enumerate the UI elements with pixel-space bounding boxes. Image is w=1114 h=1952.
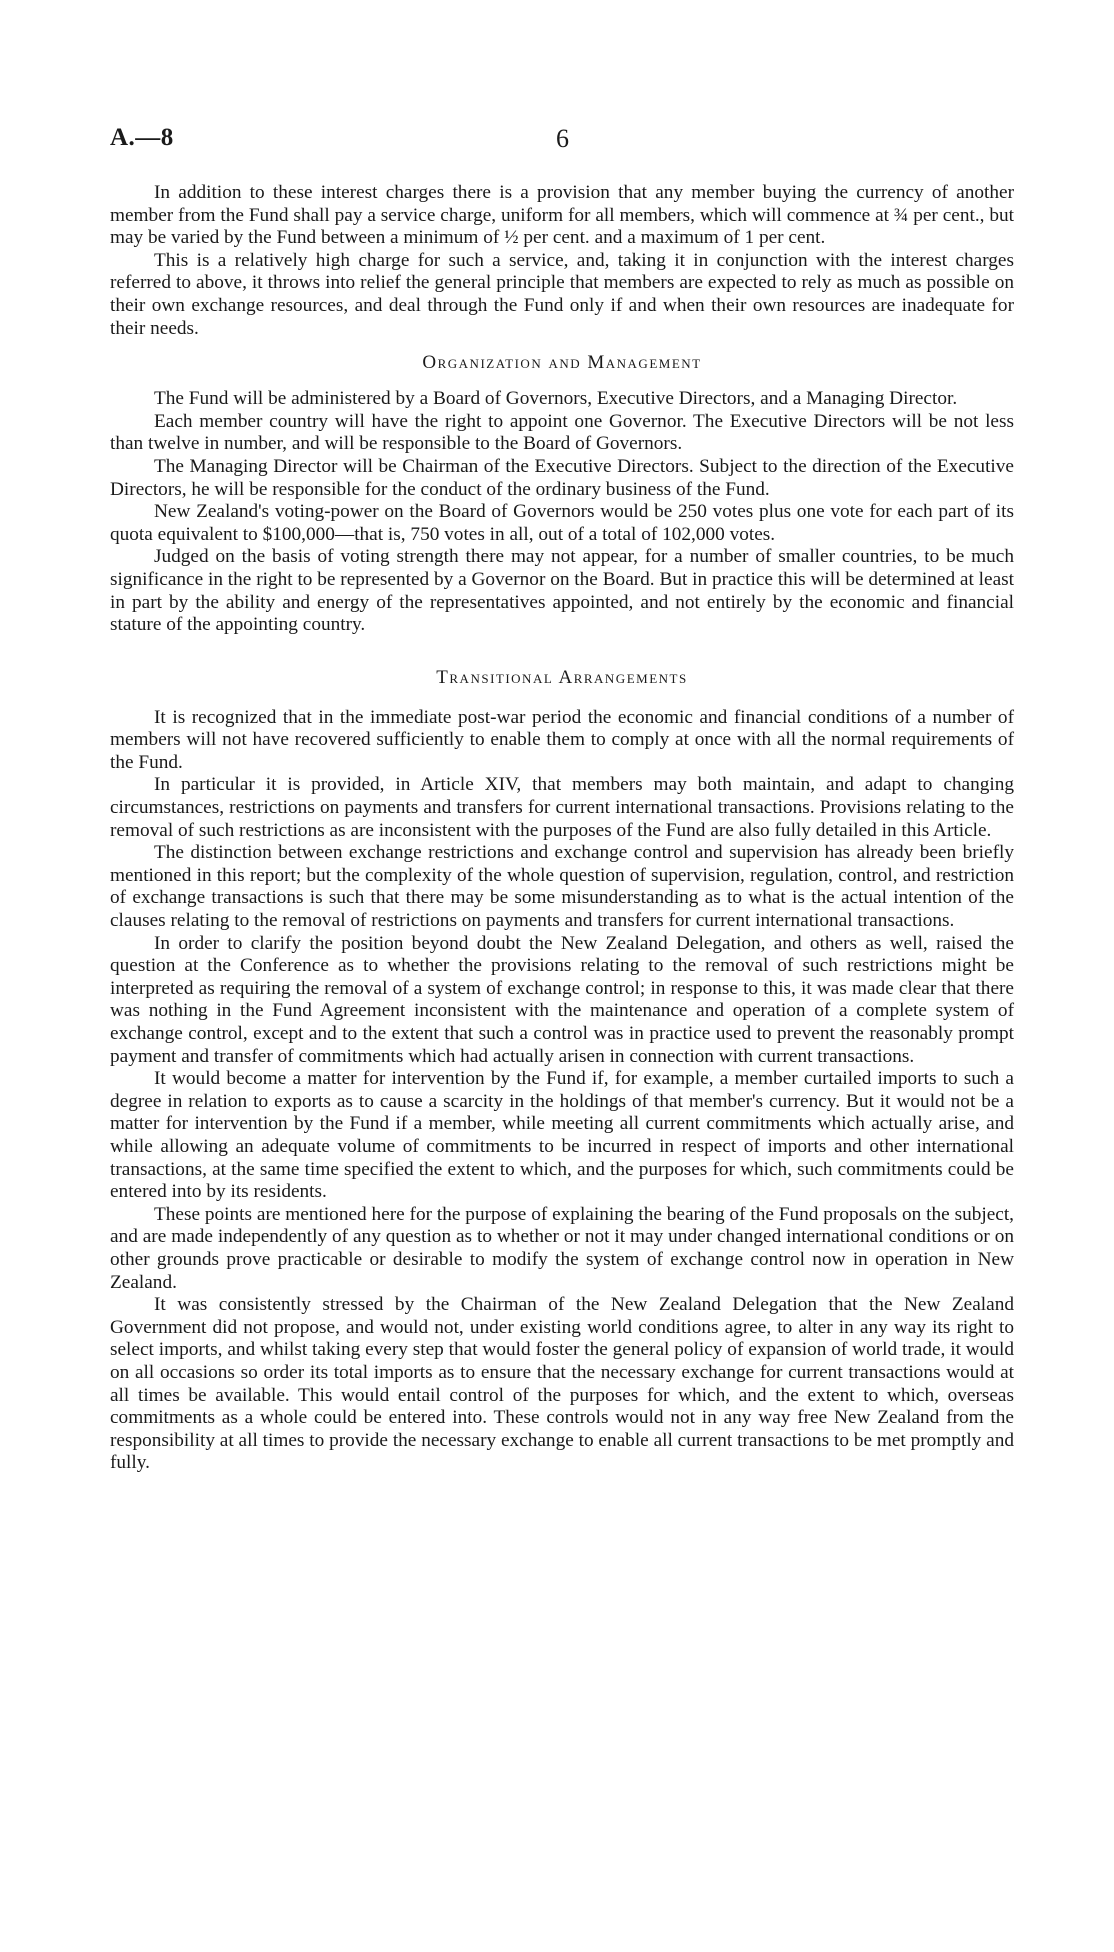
paragraph: It would become a matter for intervention by the Fund if, for example, a member curtailed imports to such a degree in relation to exports as to cause a scarcity in the holdings of that member's currency. But it would not be a matter for intervention by the Fund if a member, while meeting all current commitments which actually arise, and while allowing an adequate volume of commitments to be incurred in respect of imports and other international transactions, at the same time specified the extent to which, and the purposes for which, such commitments could be entered into by its residents. — [110, 1068, 1014, 1203]
document-reference: A.—8 — [110, 124, 174, 151]
page-number: 6 — [556, 124, 569, 153]
paragraph: Judged on the basis of voting strength there may not appear, for a number of smaller countries, to be much significance in the right to be represented by a Governor on the Board. But in practice this will be determined at least in part by the ability and energy of the representatives appointed, and not entirely by the economic and financial stature of the appointing country. — [110, 546, 1014, 636]
paragraph: New Zealand's voting-power on the Board of Governors would be 250 votes plus one vote for each part of its quota equivalent to $100,000—that is, 750 votes in all, out of a total of 102,000 votes. — [110, 501, 1014, 545]
paragraph: The Fund will be administered by a Board of Governors, Executive Directors, and a Managing Director. — [154, 388, 958, 410]
paragraph: Each member country will have the right to appoint one Governor. The Executive Directors will be not less than twelve in number, and will be responsible to the Board of Governors. — [110, 410, 1014, 455]
paragraph: It was consistently stressed by the Chairman of the New Zealand Delegation that the New Zealand Government did not propose, and would not, under existing world conditions agree, to alter in any way its right to select imports, and whilst taking every step that would foster the general policy of expansion of world trade, it would on all occasions so order its total imports as to ensure that the necessary exchange for current transactions would at all times be available. This would entail control of the purposes for which, and the extent to which, overseas commitments as a whole could be entered into. These controls would not in any way free New Zealand from the responsibility at all times to provide the necessary exchange to enable all current transactions to be met promptly and fully. — [110, 1294, 1014, 1474]
page-header — [110, 124, 1014, 160]
page-body — [110, 182, 1014, 1475]
paragraph: In particular it is provided, in Article XIV, that members may both maintain, and adapt to changing circumstances, restrictions on payments and transfers for current international transactions. Provisions relating to the removal of such restrictions as are inconsistent with the purposes of the Fund are also fully detailed in this Article. — [110, 774, 1014, 841]
paragraph: The Managing Director will be Chairman of the Executive Directors. Subject to the direction of the Executive Directors, he will be responsible for the conduct of the ordinary business of the Fund. — [110, 455, 1014, 500]
paragraph: It is recognized that in the immediate post-war period the economic and financial conditions of a number of members will not have recovered sufficiently to enable them to comply at once with all the normal requirements of the Fund. — [110, 706, 1014, 773]
section-heading-transitional: Transitional Arrangements — [436, 666, 688, 688]
section-heading-organization: Organization and Management — [422, 352, 702, 374]
paragraph: The distinction between exchange restrictions and exchange control and supervision has already been briefly mentioned in this report; but the complexity of the whole question of supervision, regulation, control, and restriction of exchange transactions is such that there may be some misunderstanding as to what is the actual intention of the clauses relating to the removal of restrictions on payments and transfers for current international transactions. — [110, 842, 1014, 932]
paragraph: In addition to these interest charges there is a provision that any member buying the currency of another member from the Fund shall pay a service charge, uniform for all members, which will commence at ¾ per cent., but may be varied by the Fund between a minimum of ½ per cent. and a maximum of 1 per cent. — [110, 182, 1014, 249]
paragraph: This is a relatively high charge for such a service, and, taking it in conjunction with the interest charges referred to above, it throws into relief the general principle that members are expected to rely as much as possible on their own exchange resources, and deal through the Fund only if and when their own resources are inadequate for their needs. — [110, 249, 1014, 339]
paragraph: These points are mentioned here for the purpose of explaining the bearing of the Fund proposals on the subject, and are made independently of any question as to whether or not it may under changed international conditions or on other grounds prove practicable or desirable to modify the system of exchange control now in operation in New Zealand. — [110, 1203, 1014, 1293]
paragraph: In order to clarify the position beyond doubt the New Zealand Delegation, and others as well, raised the question at the Conference as to whether the provisions relating to the removal of such restrictions might be interpreted as requiring the removal of a system of exchange control; in response to this, it was made clear that there was nothing in the Fund Agreement inconsistent with the maintenance and operation of a complete system of exchange control, except and to the extent that such a control was in practice used to prevent the reasonably prompt payment and transfer of commitments which had actually arisen in connection with current transactions. — [110, 932, 1014, 1067]
